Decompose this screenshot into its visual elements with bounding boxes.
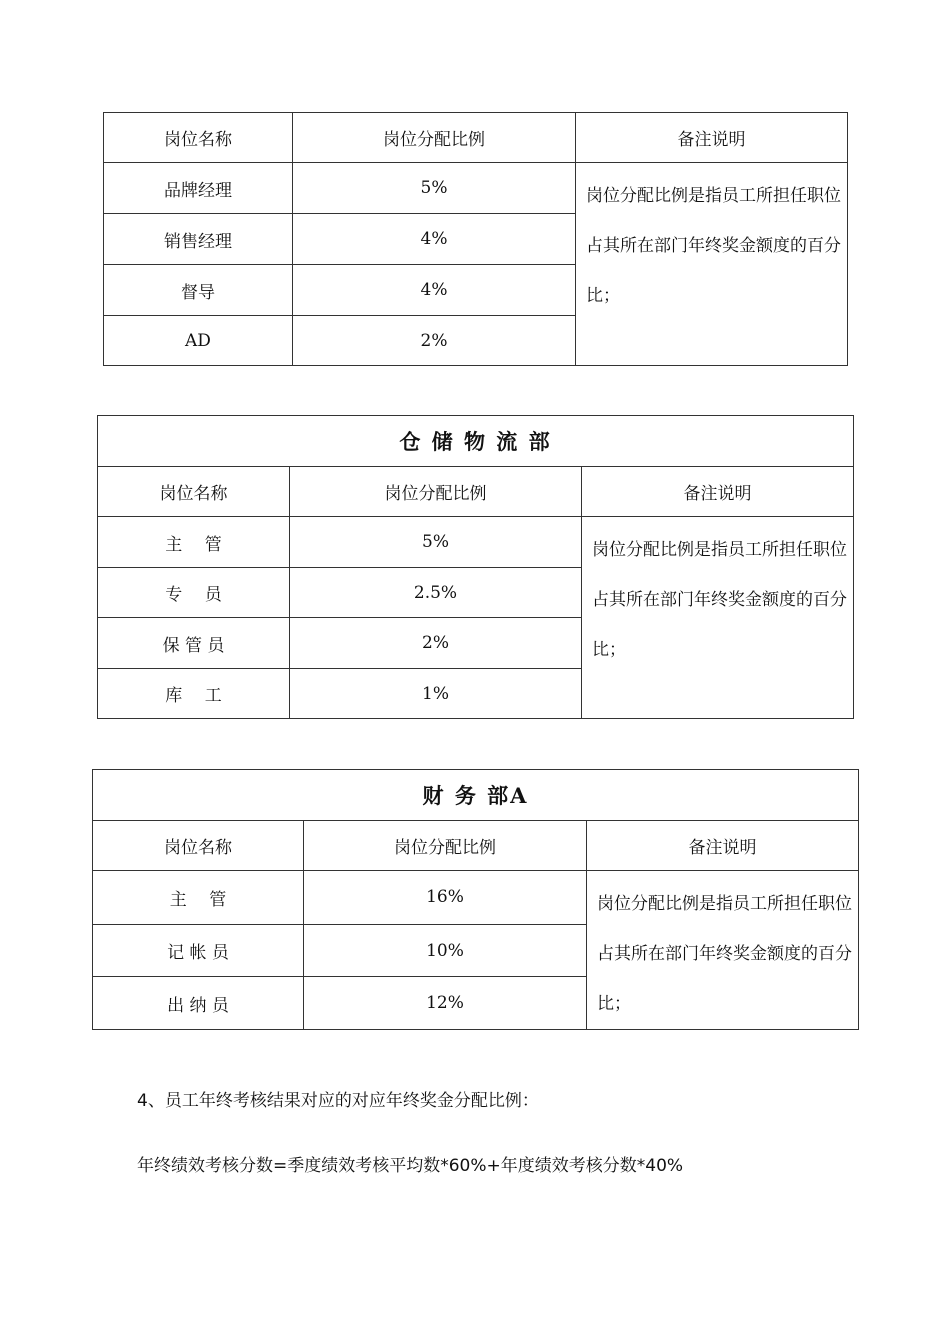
position-name: AD: [104, 316, 293, 366]
table-row: [104, 163, 848, 214]
section-4-heading: 4、员工年终考核结果对应的对应年终奖金分配比例：: [137, 1091, 539, 1111]
table-header-row: [98, 467, 854, 517]
allocation-ratio: 5%: [293, 163, 576, 214]
allocation-ratio: 5%: [290, 517, 582, 568]
remarks-note: 岗位分配比例是指员工所担任职位占其所在部门年终奖金额度的百分比；: [587, 871, 859, 1030]
position-name: 保 管 员: [98, 618, 290, 669]
table-header-row: [93, 821, 859, 871]
allocation-ratio: 4%: [293, 265, 576, 316]
header-allocation-ratio: 岗位分配比例: [293, 113, 576, 163]
department-title: 仓 储 物 流 部: [98, 416, 854, 467]
allocation-ratio: 10%: [304, 924, 587, 977]
position-name: 销售经理: [104, 214, 293, 265]
allocation-ratio: 2%: [293, 316, 576, 366]
position-name: 主 管: [98, 517, 290, 568]
allocation-ratio: 16%: [304, 871, 587, 925]
position-name: 出 纳 员: [93, 977, 304, 1030]
table-title-row: [93, 770, 859, 821]
position-name: 库 工: [98, 669, 290, 719]
allocation-ratio: 2%: [290, 618, 582, 669]
position-name: 督导: [104, 265, 293, 316]
header-allocation-ratio: 岗位分配比例: [290, 467, 582, 517]
allocation-ratio: 12%: [304, 977, 587, 1030]
header-position-name: 岗位名称: [104, 113, 293, 163]
remarks-note: 岗位分配比例是指员工所担任职位占其所在部门年终奖金额度的百分比；: [576, 163, 848, 366]
header-position-name: 岗位名称: [93, 821, 304, 871]
allocation-ratio: 1%: [290, 669, 582, 719]
table-row: [98, 517, 854, 568]
table-row: [93, 871, 859, 925]
department-title: 财 务 部A: [93, 770, 859, 821]
remarks-note: 岗位分配比例是指员工所担任职位占其所在部门年终奖金额度的百分比；: [582, 517, 854, 719]
header-allocation-ratio: 岗位分配比例: [304, 821, 587, 871]
position-name: 品牌经理: [104, 163, 293, 214]
finance-department-table: [92, 769, 859, 1030]
bonus-score-formula: 年终绩效考核分数=季度绩效考核平均数*60%+年度绩效考核分数*40%: [137, 1156, 684, 1176]
table-header-row: [104, 113, 848, 163]
allocation-ratio: 2.5%: [290, 568, 582, 618]
warehouse-logistics-table: [97, 415, 854, 719]
position-name: 主 管: [93, 871, 304, 925]
table-title-row: [98, 416, 854, 467]
position-name: 专 员: [98, 568, 290, 618]
header-remarks: 备注说明: [587, 821, 859, 871]
header-position-name: 岗位名称: [98, 467, 290, 517]
allocation-ratio: 4%: [293, 214, 576, 265]
header-remarks: 备注说明: [582, 467, 854, 517]
position-ratio-table-1: [103, 112, 848, 366]
position-name: 记 帐 员: [93, 924, 304, 977]
header-remarks: 备注说明: [576, 113, 848, 163]
